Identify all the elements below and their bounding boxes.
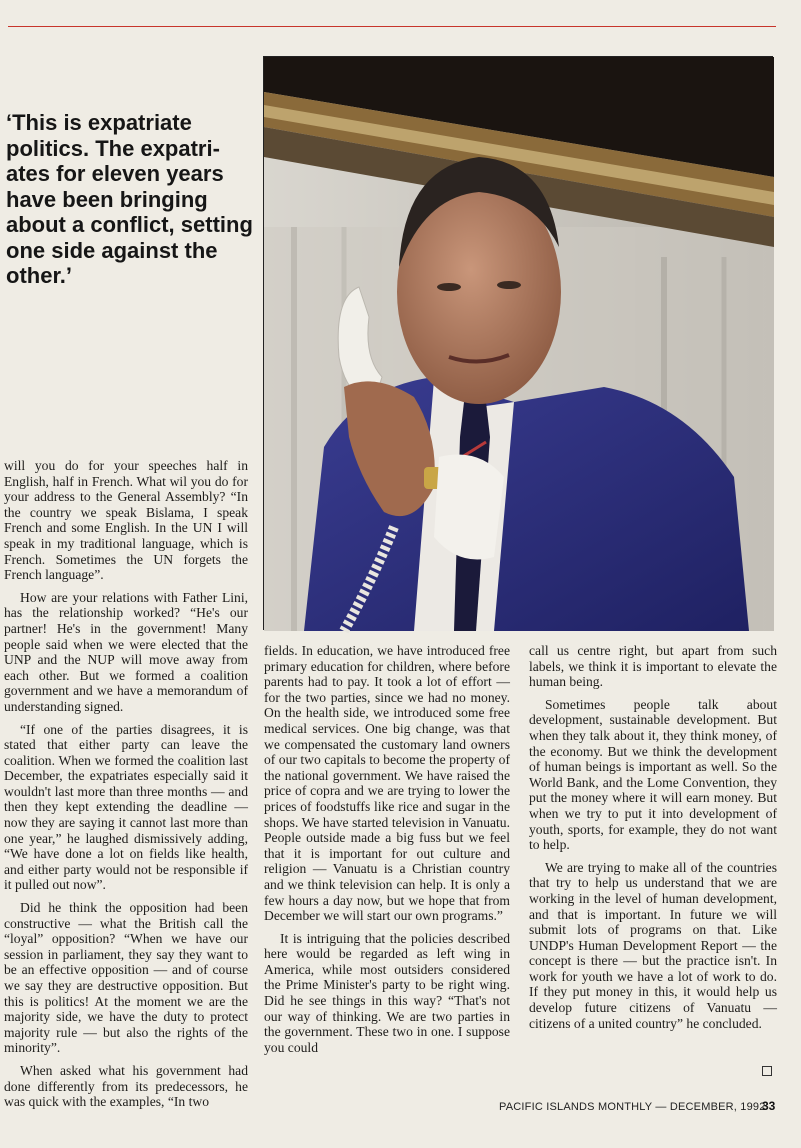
article-column-1 xyxy=(4,458,248,1110)
page-number: 33 xyxy=(762,1099,776,1113)
paragraph: Sometimes people talk about development, sustainable development. But when they talk about it, they think money, of the economy. But we think the development of human beings is important as well. So the World Bank, and the Lome Convention, they put the money where it will earn money. But when we try to put it into development of youth, sports, for example, they do not want to help. xyxy=(529,696,777,853)
paragraph: We are trying to make all of the countries that try to help us understand that we are working in the level of human development, and that is important. In future we will submit lots of programs on that. Like UNDP's Human Development Report — the concept is there — but the practice isn't. In work for youth we have a lot of work to do. If they put money in this, it would help us develop future citizens of Vanuatu — citizens of a united country” he concluded. xyxy=(529,859,777,1031)
paragraph: will you do for your speeches half in English, half in French. What wil you do for your address to the General Assembly? “In the country we speak Bislama, I speak French and some English. In the UN I will speak in my traditional language, which is French. Sometimes the UN forgets the French language”. xyxy=(4,458,248,583)
paragraph: fields. In education, we have introduced free primary education for children, where before parents had to pay. It took a lot of effort — for the two parties, since we had no money. On the health side, we introduced some free medical services. One big change, was that we compensated the customary land owners of our two capitals to become the property of the national government. We have raised the price of copra and we are trying to lower the prices of foodstuffs like rice and sugar in the shops. We have started television in Vanuatu. People outside made a big fuss but we feel that it is important for out culture and religion — Vanuatu is a Christian country and we think television can help. It is only a few hours a day now, but we hope that from December we will start our own programs.” xyxy=(264,643,510,924)
header-rule xyxy=(8,26,776,27)
paragraph: How are your relations with Father Lini, has the relationship worked? “He's our partner! He's in the government! Many people said when we were elected that the UNP and the NUP will move away from each other. But we formed a coalition government and we have a memorandum of understanding signed. xyxy=(4,589,248,714)
paragraph: Did he think the opposition had been constructive — what the British call the “loyal” opposition? “When we have our session in parliament, they say they want to be an effective opposition — and of course we say they are destructive opposition. But this is politics! At the moment we are the majority side, we have the duty to protect majority rule — but also the rights of the minority”. xyxy=(4,900,248,1056)
publication-footer: PACIFIC ISLANDS MONTHLY — DECEMBER, 1992 xyxy=(499,1101,766,1113)
article-column-3 xyxy=(529,643,777,1083)
pull-quote: ‘This is expatriate politics. The expatri-ates for eleven years have been bringing about a conflict, setting one side against the other.’ xyxy=(6,110,253,288)
paragraph: “If one of the parties disagrees, it is stated that either party can leave the coalition. When we formed the coalition last December, the expatriates especially said it wouldn't last more than three months — and then they kept extending the deadline — now they are saying it cannot last more than one year,” he laughed dismissively adding, “We have done a lot on fields like health, and either party would not be responsible if it pulled out now”. xyxy=(4,721,248,893)
photo-man-on-telephone xyxy=(263,56,773,630)
paragraph: When asked what his government had done differently from its predecessors, he was quick with the examples, “In two xyxy=(4,1062,248,1110)
article-column-2 xyxy=(264,643,510,1083)
end-of-article-square-icon xyxy=(762,1066,772,1076)
paragraph: call us centre right, but apart from such labels, we think it is important to elevate the human being. xyxy=(529,643,777,690)
paragraph: It is intriguing that the policies described here would be regarded as left wing in America, while most outsiders considered the Prime Minister's party to be right wing. Did he see things in this way? “That's not our way of thinking. We are two parties in the government. These two in one. I suppose you could xyxy=(264,930,510,1055)
